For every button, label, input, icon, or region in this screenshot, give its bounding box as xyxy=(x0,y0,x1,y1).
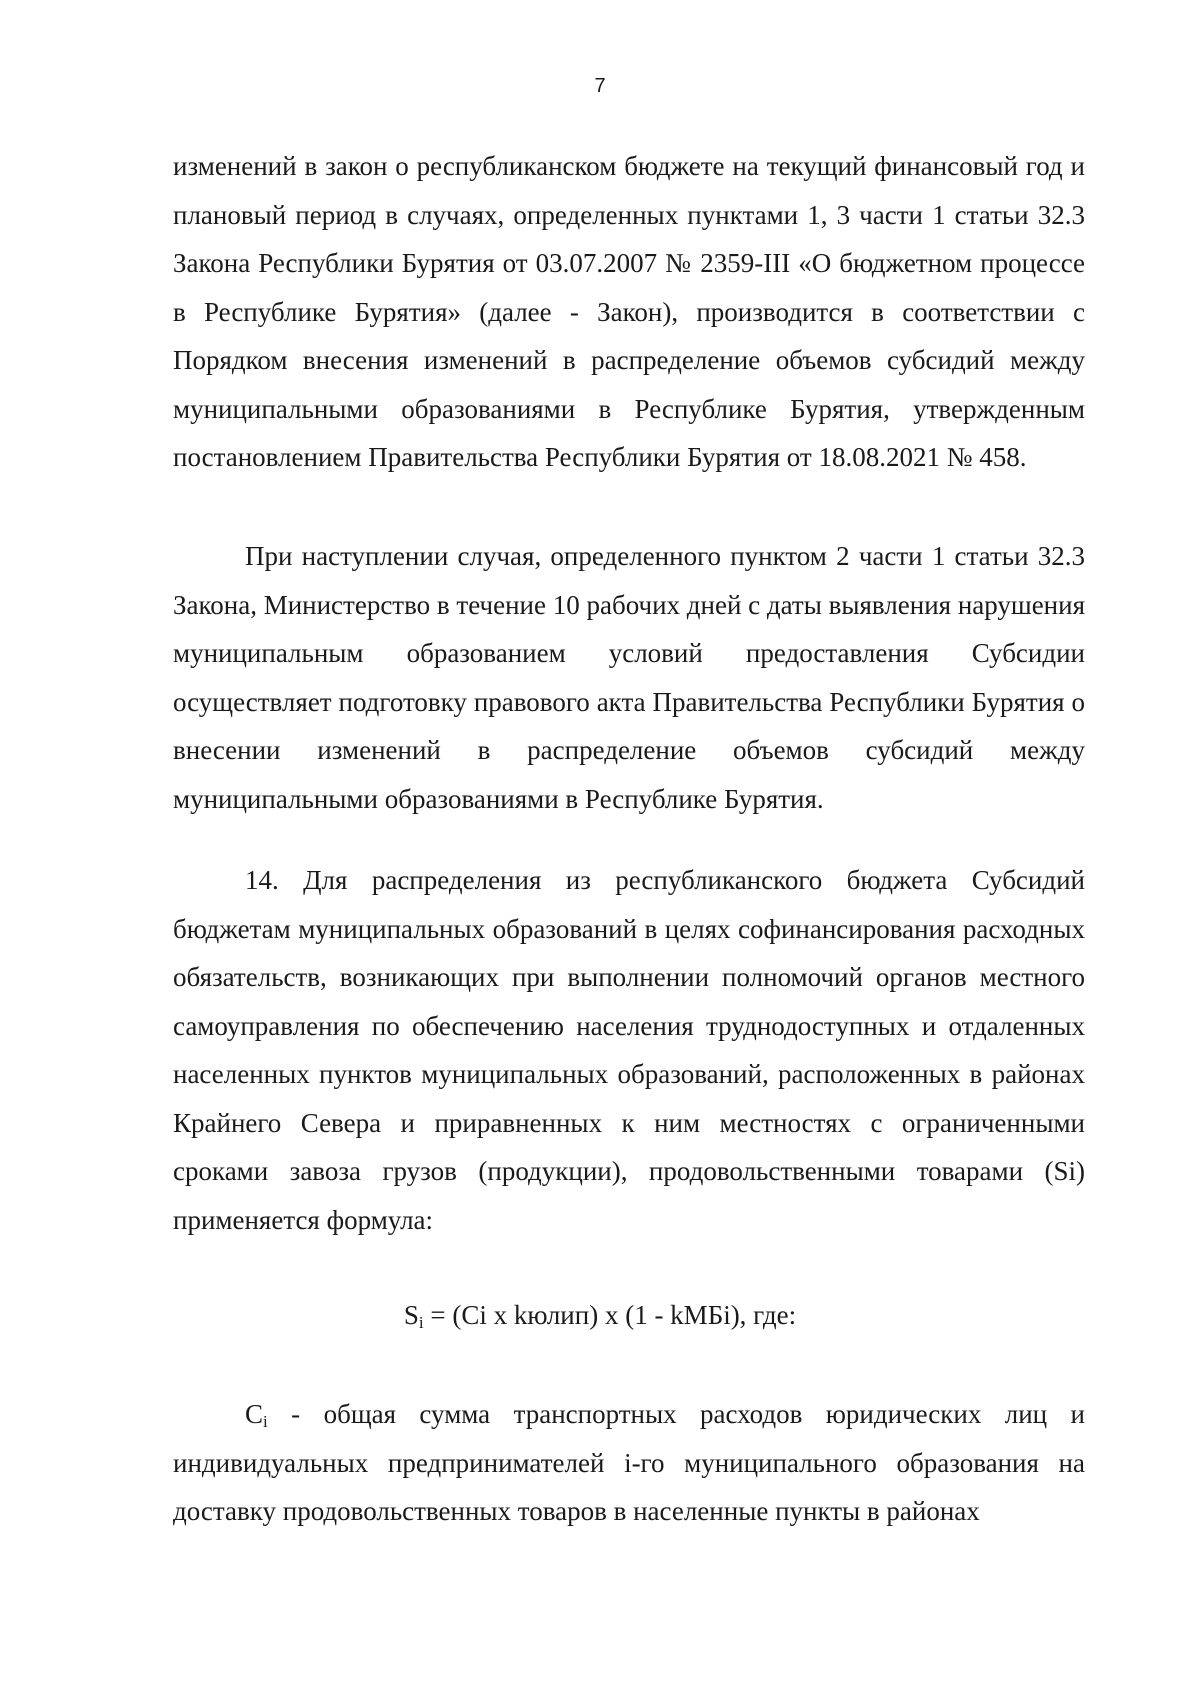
definition-body: - общая сумма транспортных расходов юридических лиц и индивидуальных предпринимателей i-го муниципального образования на доставку продовольственных товаров в населенные пункты в районах xyxy=(173,1399,1085,1526)
subsidy-formula xyxy=(0,1295,1200,1335)
definition-symbol-subscript: i xyxy=(263,1412,268,1431)
paragraph-amendment-procedure xyxy=(173,142,1085,482)
paragraph-text: изменений в закон о республиканском бюджете на текущий финансовый год и плановый период в случаях, определенных пунктами 1, 3 части 1 статьи 32.3 Закона Республики Бурятия от 03.07.2007 № 2359-III «О бюджетном процессе в Республике Бурятия» (далее - Закон), производится в соответствии с Порядком внесения изменений в распределение объемов субсидий между муниципальными образованиями в Республике Бурятия, утвержденным постановлением Правительства Республики Бурятия от 18.08.2021 № 458. xyxy=(173,151,1085,472)
page-number: 7 xyxy=(594,75,606,97)
definition-ci xyxy=(173,1390,1085,1536)
formula-lhs: S xyxy=(403,1300,419,1330)
definition-symbol: C xyxy=(245,1399,264,1429)
definition-text xyxy=(173,1390,1085,1536)
formula-lhs-subscript: i xyxy=(418,1313,424,1332)
paragraph-violation-case xyxy=(173,532,1085,823)
paragraph-text: 14. Для распределения из республиканского бюджета Субсидий бюджетам муниципальных образований в целях софинансирования расходных обязательств, возникающих при выполнении полномочий органов местного самоуправления по обеспечению населения труднодоступных и отдаленных населенных пунктов муниципальных образований, расположенных в районах Крайнего Севера и приравненных к ним местностях с ограниченными сроками завоза грузов (продукции), продовольственными товарами (Si) применяется формула: xyxy=(173,865,1085,1235)
formula-rhs: = (Ci x kюлип) x (1 - kМБi), где: xyxy=(423,1300,797,1330)
paragraph-14-distribution xyxy=(173,856,1085,1244)
paragraph-text: При наступлении случая, определенного пунктом 2 части 1 статьи 32.3 Закона, Министерство в течение 10 рабочих дней с даты выявления нарушения муниципальным образованием условий предоставления Субсидии осуществляет подготовку правового акта Правительства Республики Бурятия о внесении изменений в распределение объемов субсидий между муниципальными образованиями в Республике Бурятия. xyxy=(173,541,1085,814)
